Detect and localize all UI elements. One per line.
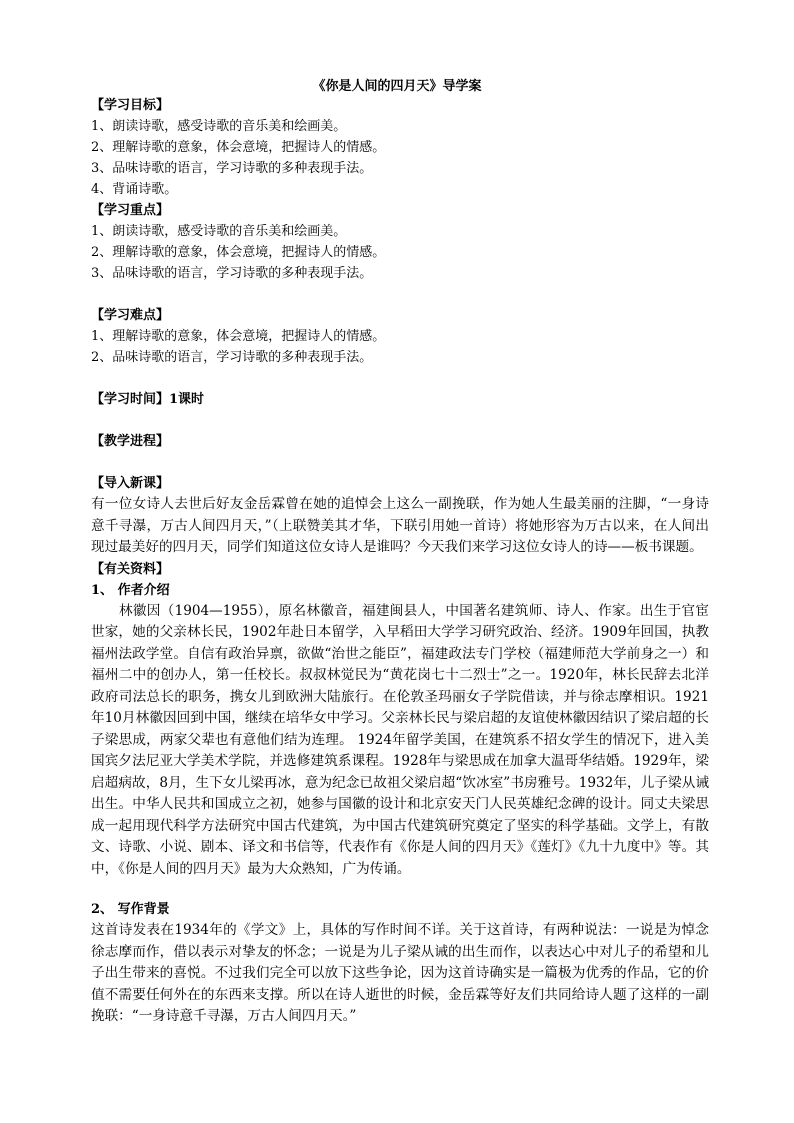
materials-heading: 【有关资料】 — [91, 561, 170, 577]
objective-item: 1、朗读诗歌，感受诗歌的音乐美和绘画美。 — [91, 119, 347, 134]
intro-paragraph: 有一位女诗人去世后好友金岳霖曾在她的追悼会上这么一副挽联，作为她人生最美丽的注脚，“一身诗意千寻瀑，万古人间四月天，”（上联赞美其才华，下联引用她一首诗）将她形容为万古以来，在人间出现过最美好的四月天，同学们知道这位女诗人是谁吗？今天我们来学习这位女诗人的诗——板书课题。 — [91, 496, 709, 555]
document-body — [91, 95, 709, 1028]
objectives-heading: 【学习目标】 — [91, 98, 170, 113]
objective-item: 2、理解诗歌的意象，体会意境，把握诗人的情感。 — [91, 140, 386, 155]
intro-heading: 【导入新课】 — [91, 476, 170, 491]
key-point-item: 2、理解诗歌的意象，体会意境，把握诗人的情感。 — [91, 245, 386, 260]
background-heading: 2、 写作背景 — [91, 902, 170, 917]
spacer — [91, 880, 709, 899]
spacer — [91, 284, 709, 305]
spacer — [91, 368, 709, 389]
background-paragraph: 这首诗发表在1934年的《学文》上，具体的写作时间不详。关于这首诗，有两种说法：一说是为悼念徐志摩而作，借以表示对挚友的怀念；一说是为儿子梁从诫的出生而作，以表达心中对儿子的希望和儿子出生带来的喜悦。不过我们完全可以放下这些争论，因为这首诗确实是一篇极为优秀的作品，它的价值不需要任何外在的东西来支撑。所以在诗人逝世的时候，金岳霖等好友们共同给诗人题了这样的一副挽联：“一身诗意千寻瀑，万古人间四月天。” — [91, 922, 709, 1024]
key-points-heading: 【学习重点】 — [91, 203, 170, 218]
document-title: 《你是人间的四月天》导学案 — [312, 79, 482, 94]
key-point-item: 3、品味诗歌的语言，学习诗歌的多种表现手法。 — [91, 266, 373, 281]
difficulty-item: 1、理解诗歌的意象，体会意境，把握诗人的情感。 — [91, 329, 386, 344]
spacer — [91, 410, 709, 431]
difficulties-heading: 【学习难点】 — [91, 308, 170, 323]
spacer — [91, 452, 709, 473]
difficulty-item: 2、品味诗歌的语言，学习诗歌的多种表现手法。 — [91, 350, 373, 365]
teaching-process-heading: 【教学进程】 — [91, 434, 170, 449]
study-time: 【学习时间】1课时 — [91, 392, 205, 407]
key-point-item: 1、朗读诗歌，感受诗歌的音乐美和绘画美。 — [91, 224, 347, 239]
author-paragraph: 林徽因（1904—1955），原名林徽音，福建闽县人，中国著名建筑师、诗人、作家。出生于官宦世家，她的父亲林长民，1902年赴日本留学，入早稻田大学学习研究政治、经济。1909年回国，执教福州法政学堂。自信有政治异禀，欲做“治世之能臣”，福建政法专门学校（福建师范大学前身之一）和福州二中的创办人，第一任校长。叔叔林觉民为“黄花岗七十二烈士”之一。1920年，林长民辞去北洋政府司法总长的职务，携女儿到欧洲大陆旅行。在伦敦圣玛丽女子学院借读，并与徐志摩相识。1921年10月林徽因回到中国，继续在培华女中学习。父亲林长民与梁启超的友谊使林徽因结识了梁启超的长子梁思成，两家父辈也有意他们结为连理。 1924年留学美国，在建筑系不招女学生的情况下，进入美国宾夕法尼亚大学美术学院，并选修建筑系课程。1928年与梁思成在加拿大温哥华结婚。1929年，梁启超病故，8月，生下女儿梁再冰，意为纪念已故祖父梁启超“饮冰室”书房雅号。1932年，儿子梁从诫出生。中华人民共和国成立之初，她参与国徽的设计和北京安天门人民英雄纪念碑的设计。同丈夫梁思成一起用现代科学方法研究中国古代建筑，为中国古代建筑研究奠定了坚实的科学基础。文学上，有散文、诗歌、小说、剧本、译文和书信等，代表作有《你是人间的四月天》《莲灯》《九十九度中》等。其中，《你是人间的四月天》最为大众熟知，广为传诵。 — [91, 602, 709, 877]
objective-item: 3、品味诗歌的语言，学习诗歌的多种表现手法。 — [91, 161, 373, 176]
objective-item: 4、背诵诗歌。 — [91, 182, 178, 197]
author-heading: 1、 作者介绍 — [91, 582, 170, 598]
